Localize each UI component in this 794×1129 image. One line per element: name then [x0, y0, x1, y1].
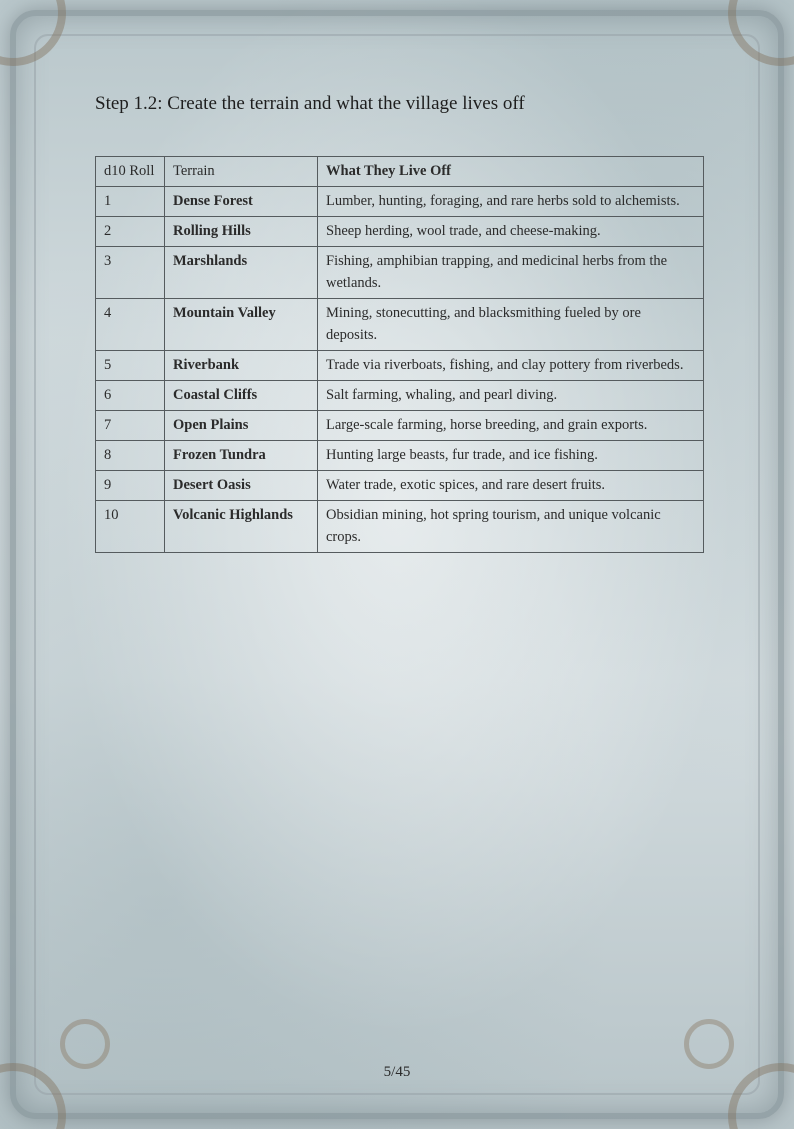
- table-header-row: [96, 157, 704, 187]
- terrain-cell: Coastal Cliffs: [165, 381, 318, 411]
- terrain-cell: Rolling Hills: [165, 217, 318, 247]
- table-row: [96, 299, 704, 351]
- terrain-cell: Dense Forest: [165, 187, 318, 217]
- table-row: [96, 187, 704, 217]
- description-cell: Salt farming, whaling, and pearl diving.: [318, 381, 704, 411]
- terrain-cell: Open Plains: [165, 411, 318, 441]
- description-cell: Large-scale farming, horse breeding, and grain exports.: [318, 411, 704, 441]
- description-cell: Fishing, amphibian trapping, and medicinal herbs from the wetlands.: [318, 247, 704, 299]
- terrain-cell: Desert Oasis: [165, 471, 318, 501]
- corner-ornament-icon: [0, 0, 66, 66]
- table-row: [96, 351, 704, 381]
- roll-cell: 7: [96, 411, 165, 441]
- roll-cell: 5: [96, 351, 165, 381]
- roll-cell: 6: [96, 381, 165, 411]
- scroll-ornament-icon: [60, 1019, 110, 1069]
- terrain-cell: Marshlands: [165, 247, 318, 299]
- description-cell: Obsidian mining, hot spring tourism, and unique volcanic crops.: [318, 501, 704, 553]
- description-cell: Water trade, exotic spices, and rare desert fruits.: [318, 471, 704, 501]
- terrain-cell: Volcanic Highlands: [165, 501, 318, 553]
- header-roll: d10 Roll: [96, 157, 165, 187]
- roll-cell: 10: [96, 501, 165, 553]
- roll-cell: 1: [96, 187, 165, 217]
- description-cell: Sheep herding, wool trade, and cheese-making.: [318, 217, 704, 247]
- table-row: [96, 411, 704, 441]
- table-row: [96, 381, 704, 411]
- roll-cell: 9: [96, 471, 165, 501]
- description-cell: Trade via riverboats, fishing, and clay pottery from riverbeds.: [318, 351, 704, 381]
- page-title: Step 1.2: Create the terrain and what the village lives off: [95, 93, 525, 114]
- page-number: 5/45: [383, 1064, 411, 1080]
- table-row: [96, 441, 704, 471]
- roll-cell: 8: [96, 441, 165, 471]
- description-cell: Mining, stonecutting, and blacksmithing fueled by ore deposits.: [318, 299, 704, 351]
- terrain-table: [95, 156, 704, 553]
- header-description: What They Live Off: [318, 157, 704, 187]
- roll-cell: 3: [96, 247, 165, 299]
- roll-cell: 2: [96, 217, 165, 247]
- roll-cell: 4: [96, 299, 165, 351]
- header-terrain: Terrain: [165, 157, 318, 187]
- table-row: [96, 501, 704, 553]
- table-row: [96, 247, 704, 299]
- table-row: [96, 471, 704, 501]
- scroll-ornament-icon: [684, 1019, 734, 1069]
- terrain-cell: Riverbank: [165, 351, 318, 381]
- table-row: [96, 217, 704, 247]
- terrain-cell: Mountain Valley: [165, 299, 318, 351]
- description-cell: Lumber, hunting, foraging, and rare herbs sold to alchemists.: [318, 187, 704, 217]
- terrain-cell: Frozen Tundra: [165, 441, 318, 471]
- corner-ornament-icon: [728, 0, 794, 66]
- description-cell: Hunting large beasts, fur trade, and ice fishing.: [318, 441, 704, 471]
